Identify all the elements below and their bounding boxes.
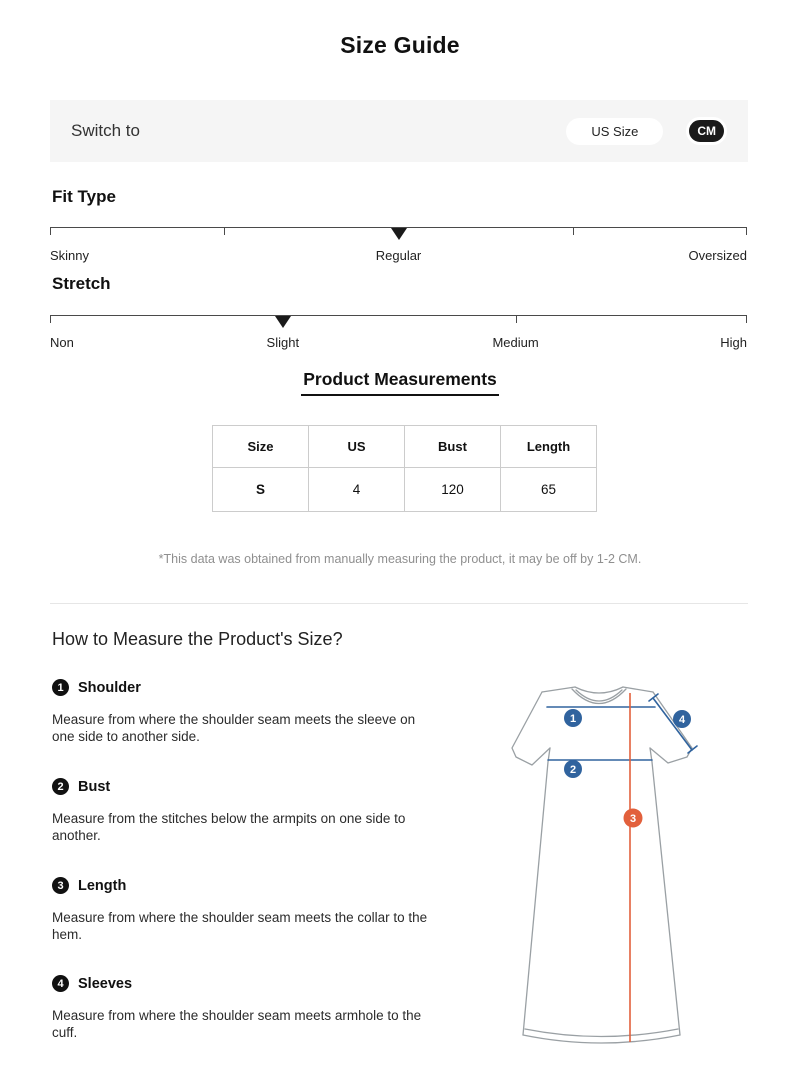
stretch-label-high: High [720,335,747,350]
col-header-bust: Bust [405,426,501,468]
fit-type-heading: Fit Type [52,187,116,206]
stretch-label-medium: Medium [492,335,539,350]
number-3-badge: 3 [52,877,69,894]
marker-3-number: 3 [629,813,637,825]
stretch-labels [50,335,747,353]
stretch-label-slight: Slight [266,335,300,350]
cell-size: S [213,468,309,512]
description-line: another. [52,827,101,843]
description-line: Measure from where the shoulder seam meets the sleeve on [52,712,416,727]
section-divider [50,603,748,604]
marker-1-number: 1 [569,713,577,725]
table-row [213,468,597,512]
description-line: one side to another side. [52,728,200,744]
measure-item-label: Bust [78,778,111,795]
description-line: Measure from the stitches below the armpits on one side to [52,811,406,826]
description-line: Measure from where the shoulder seam meets armhole to the [52,1008,422,1023]
fit-label-oversized: Oversized [688,248,747,263]
how-to-measure-heading: How to Measure the Product's Size? [52,629,343,649]
marker-2-number: 2 [569,764,577,776]
fit-type-labels [50,248,747,266]
measure-item-description [52,910,452,943]
stretch-tick [746,316,747,323]
stretch-marker-icon [275,316,291,328]
number-4-badge: 4 [52,975,69,992]
unit-switch-bar [50,100,748,162]
measure-item-sleeves [52,975,132,992]
cell-length: 65 [501,468,597,512]
measure-item-shoulder [52,679,141,696]
fit-tick [573,228,574,235]
fit-tick [224,228,225,235]
description-line: hem. [52,926,83,942]
dress-measurement-diagram-image [487,672,753,1057]
stretch-scale [50,315,747,329]
col-header-us: US [309,426,405,468]
table-header-row [213,426,597,468]
stretch-tick [50,316,51,323]
fit-tick [50,228,51,235]
measure-item-label: Sleeves [78,975,133,992]
cell-us: 4 [309,468,405,512]
switch-to-label: Switch to [71,121,140,140]
diagram-markers [564,709,691,828]
fit-label-regular: Regular [375,248,422,263]
cell-bust: 120 [405,468,501,512]
us-size-toggle-button[interactable]: US Size [566,118,663,145]
measure-item-label: Shoulder [78,679,141,696]
marker-4-number: 4 [678,714,686,726]
measurements-table [212,425,597,512]
fit-tick [746,228,747,235]
switch-actions [566,117,727,145]
description-line: cuff. [52,1024,78,1040]
product-measurements-heading: Product Measurements [301,369,499,396]
cm-unit-toggle-button[interactable]: CM [686,117,727,145]
col-header-size: Size [213,426,309,468]
measure-item-description [52,1008,452,1041]
stretch-tick [516,316,517,323]
description-line: Measure from where the shoulder seam meets the collar to the [52,910,428,925]
measure-item-label: Length [78,877,127,894]
page-title: Size Guide [340,32,460,58]
fit-label-skinny: Skinny [50,248,90,263]
measurement-disclaimer: *This data was obtained from manually measuring the product, it may be off by 1-2 CM. [158,552,642,566]
fit-type-marker-icon [391,228,407,240]
number-2-badge: 2 [52,778,69,795]
measure-item-length [52,877,126,894]
measure-item-description [52,811,452,844]
stretch-label-non: Non [50,335,74,350]
stretch-heading: Stretch [52,274,111,293]
col-header-length: Length [501,426,597,468]
measure-item-bust [52,778,110,795]
fit-type-scale [50,227,747,241]
measure-item-description [52,712,452,745]
number-1-badge: 1 [52,679,69,696]
